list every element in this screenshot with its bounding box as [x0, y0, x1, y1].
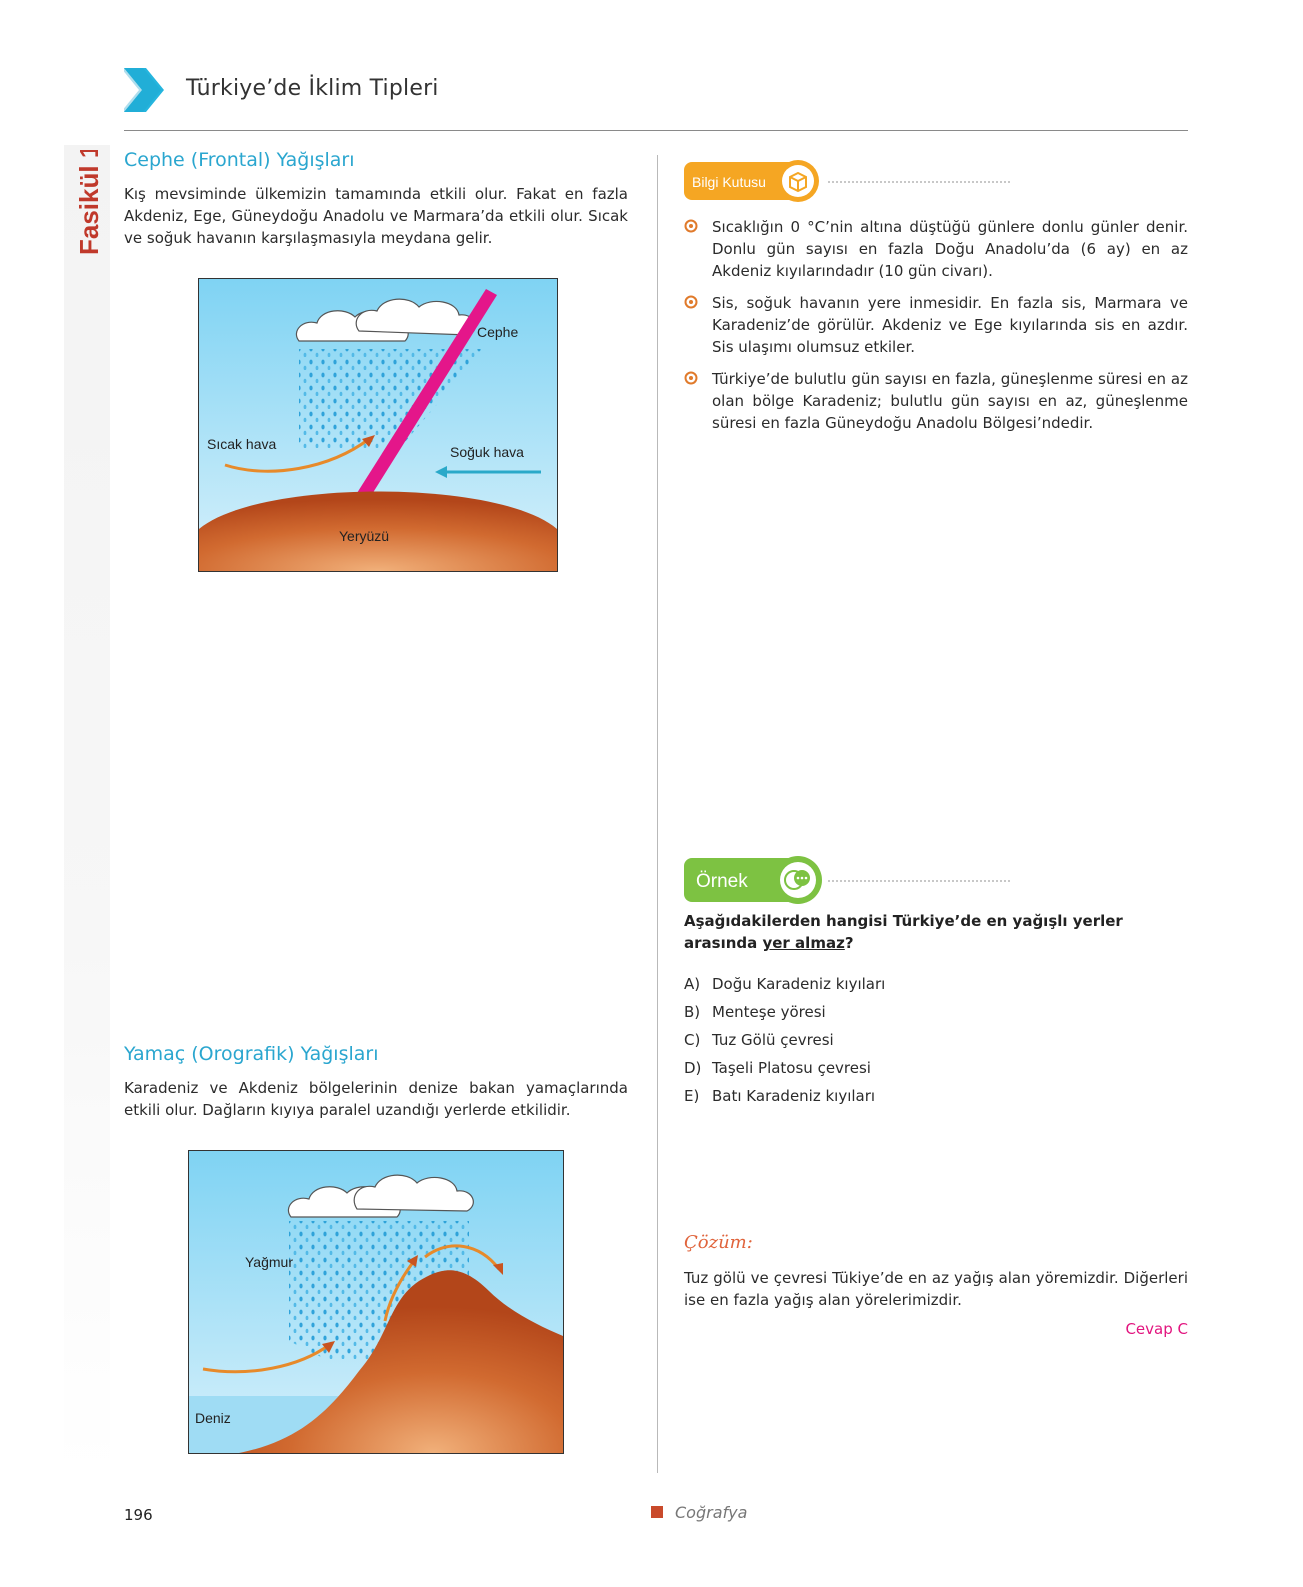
- info-item-text: Türkiye’de bulutlu gün sayısı en fazla, güneşlenme süresi en az olan bölge Karadeniz; bulutlu gün sayısı en az, güneşlenme süresi en fazla Güneydoğu Anadolu Bölgesi’ndedir.: [712, 370, 1188, 432]
- section-heading-orographic: Yamaç (Orografik) Yağışları: [124, 1043, 379, 1065]
- ornek-badge: [684, 856, 824, 904]
- option-text: Taşeli Platosu çevresi: [712, 1059, 871, 1077]
- answer-text: Cevap C: [1125, 1320, 1188, 1338]
- footer-subject: Coğrafya: [675, 1503, 748, 1522]
- footer-square-icon: [651, 1506, 663, 1518]
- orographic-diagram: [188, 1150, 564, 1454]
- dotted-line: [828, 880, 1010, 884]
- option-letter: A): [684, 975, 701, 993]
- label-front: Cephe: [477, 324, 519, 340]
- answer-option-e: [684, 1087, 875, 1105]
- header-rule: [124, 130, 1188, 131]
- page-number: 196: [124, 1506, 153, 1524]
- label-warm-air: Sıcak hava: [207, 436, 277, 452]
- answer-option-b: [684, 1003, 826, 1021]
- section-text-orographic: Karadeniz ve Akdeniz bölgelerinin denize bakan yamaçlarında etkili olur. Dağların kıyıya paralel uzandığı yerlerde etkilidir.: [124, 1079, 628, 1119]
- question-end: ?: [844, 934, 854, 952]
- answer-option-d: [684, 1059, 871, 1077]
- fasikul-label: Fasikül 17: [74, 150, 104, 255]
- info-item: [684, 216, 1188, 282]
- question-text: [684, 910, 1188, 954]
- label-rain: Yağmur: [245, 1254, 293, 1270]
- dotted-line: [828, 181, 1010, 185]
- solution-label: Çözüm:: [684, 1232, 753, 1253]
- solution-text: Tuz gölü ve çevresi Tükiye’de en az yağış alan yöremizdir. Diğerleri ise en fazla yağış alan yörelerimizdir.: [684, 1269, 1188, 1309]
- info-item-text: Sis, soğuk havanın yere inmesidir. En fazla sis, Marmara ve Karadeniz’de görülür. Akdeniz ve Ege kıyılarında sis en azdır. Sis ulaşımı olumsuz etkiler.: [712, 294, 1188, 356]
- bilgi-kutusu-label: Bilgi Kutusu: [692, 174, 766, 190]
- column-divider: [657, 155, 658, 1473]
- target-bullet-icon: [684, 295, 698, 309]
- option-letter: D): [684, 1059, 702, 1077]
- option-letter: C): [684, 1031, 701, 1049]
- section-text-frontal: Kış mevsiminde ülkemizin tamamında etkili olur. Fakat en fazla Akdeniz, Ege, Güneydoğu Anadolu ve Marmara’da etkili olur. Sıcak ve soğuk havanın karşılaşmasıyla meydana gelir.: [124, 185, 628, 247]
- frontal-diagram: [198, 278, 558, 572]
- info-item-text: Sıcaklığın 0 °C’nin altına düştüğü günlere donlu günler denir. Donlu gün sayısı en fazla Doğu Anadolu’da (6 ay) en az Akdeniz kıyılarındadır (10 gün civarı).: [712, 218, 1188, 280]
- option-text: Menteşe yöresi: [712, 1003, 826, 1021]
- answer-option-c: [684, 1031, 834, 1049]
- target-bullet-icon: [684, 219, 698, 233]
- section-heading-frontal: Cephe (Frontal) Yağışları: [124, 149, 355, 171]
- question-start: Aşağıdakilerden hangisi Türkiye’de en yağışlı yerler arasında: [684, 912, 1123, 952]
- info-item: [684, 292, 1188, 358]
- label-sea: Deniz: [195, 1410, 231, 1426]
- option-text: Doğu Karadeniz kıyıları: [712, 975, 886, 993]
- answer-option-a: [684, 975, 885, 993]
- fasikul-tab: [68, 150, 106, 260]
- option-text: Batı Karadeniz kıyıları: [712, 1087, 876, 1105]
- option-letter: E): [684, 1087, 700, 1105]
- option-letter: B): [684, 1003, 701, 1021]
- label-cold-air: Soğuk hava: [450, 444, 524, 460]
- target-bullet-icon: [684, 371, 698, 385]
- page-title: Türkiye’de İklim Tipleri: [186, 76, 439, 101]
- option-text: Tuz Gölü çevresi: [712, 1031, 834, 1049]
- chevron-icon: [124, 68, 164, 112]
- side-strip: [64, 145, 110, 1475]
- ornek-label: Örnek: [696, 871, 748, 892]
- question-underlined: yer almaz: [762, 934, 845, 952]
- bilgi-kutusu-badge: [684, 160, 824, 202]
- info-item: [684, 368, 1188, 434]
- label-ground: Yeryüzü: [339, 528, 390, 544]
